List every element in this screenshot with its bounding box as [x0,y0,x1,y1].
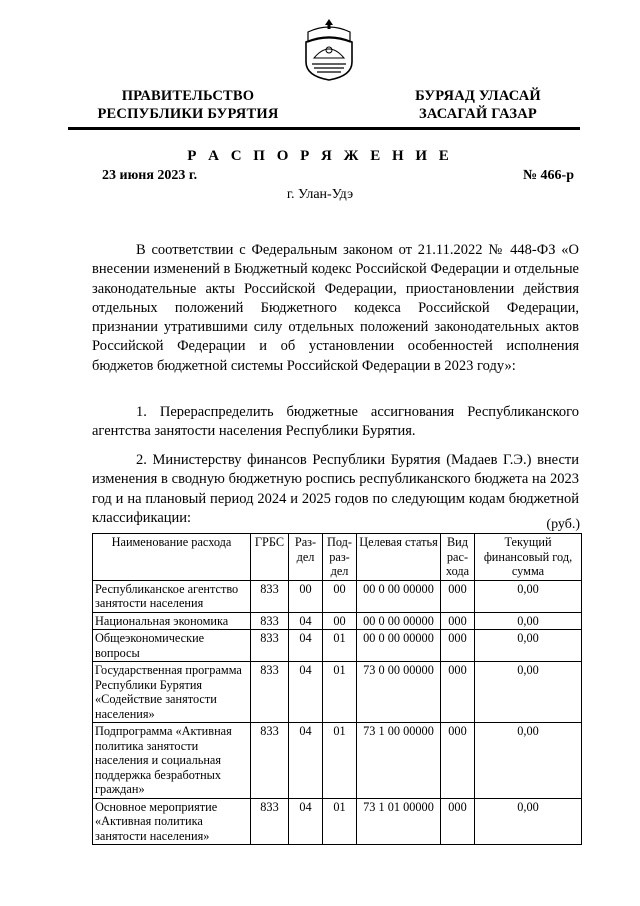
government-name-ru [78,88,298,123]
document-type: Р А С П О Р Я Ж Е Н И Е [187,148,453,164]
header-razdel: Раз-дел [289,534,323,581]
cell-grbs: 833 [251,612,289,630]
cell-podrazdel: 01 [323,798,357,845]
cell-vid: 000 [441,662,475,723]
cell-grbs: 833 [251,662,289,723]
cell-summa: 0,00 [475,662,582,723]
table-row [93,723,582,799]
cell-statya: 73 1 01 00000 [357,798,441,845]
table-row [93,662,582,723]
cell-name: Республиканское агентство занятости населения [93,580,251,612]
cell-name: Национальная экономика [93,612,251,630]
cell-statya: 73 0 00 00000 [357,662,441,723]
cell-podrazdel: 01 [323,723,357,799]
item-1-paragraph [92,403,579,442]
cell-razdel: 04 [289,723,323,799]
cell-podrazdel: 01 [323,630,357,662]
header-divider [68,127,580,130]
cell-podrazdel: 01 [323,662,357,723]
item-2-paragraph [92,451,579,528]
cell-grbs: 833 [251,798,289,845]
cell-razdel: 04 [289,798,323,845]
cell-summa: 0,00 [475,630,582,662]
document-city: г. Улан-Удэ [286,187,354,202]
cell-vid: 000 [441,723,475,799]
cell-name: Государственная программа Республики Бурятия «Содействие занятости населения» [93,662,251,723]
cell-statya: 00 0 00 00000 [357,580,441,612]
cell-name: Подпрограмма «Активная политика занятости населения и социальная поддержка безработных граждан» [93,723,251,799]
cell-statya: 00 0 00 00000 [357,612,441,630]
cell-statya: 73 1 00 00000 [357,723,441,799]
cell-grbs: 833 [251,580,289,612]
document-date: 23 июня 2023 г. [102,168,198,183]
cell-podrazdel: 00 [323,612,357,630]
cell-vid: 000 [441,612,475,630]
preamble-paragraph [92,241,579,376]
government-name-bua-line1: БУРЯАД УЛАСАЙ [415,88,541,104]
government-name-bua [398,88,558,123]
budget-table [92,533,582,845]
header-vid: Вид рас-хода [441,534,475,581]
cell-vid: 000 [441,798,475,845]
table-row [93,612,582,630]
table-row [93,630,582,662]
table-header-row [93,534,582,581]
cell-grbs: 833 [251,723,289,799]
table-row [93,798,582,845]
table-row [93,580,582,612]
cell-razdel: 00 [289,580,323,612]
cell-summa: 0,00 [475,723,582,799]
header-name: Наименование расхода [93,534,251,581]
government-name-ru-line1: ПРАВИТЕЛЬСТВО [121,88,255,104]
item-2-text: 2. Министерству финансов Республики Бурятия (Мадаев Г.Э.) внести изменения в сводную бюджетную роспись республиканского бюджета на 2023 год и на плановый период 2024 и 2025 годов по следующим кодам бюджетной классификации: [92,452,579,526]
item-1-text: 1. Перераспределить бюджетные ассигнования Республиканского агентства занятости населения Республики Бурятия. [92,404,579,440]
coat-of-arms-icon [300,18,358,82]
header-podrazdel: Под-раз-дел [323,534,357,581]
currency-unit: (руб.) [546,517,580,532]
cell-vid: 000 [441,580,475,612]
cell-name: Общеэкономические вопросы [93,630,251,662]
cell-vid: 000 [441,630,475,662]
cell-grbs: 833 [251,630,289,662]
cell-podrazdel: 00 [323,580,357,612]
cell-summa: 0,00 [475,612,582,630]
header-statya: Целевая статья [357,534,441,581]
cell-name: Основное мероприятие «Активная политика занятости населения» [93,798,251,845]
preamble-text: В соответствии с Федеральным законом от 21.11.2022 № 448-ФЗ «О внесении изменений в Бюджетный кодекс Российской Федерации и отдельные законодательные акты Российской Федерации, приостановлении действия отдельных положений Бюджетного кодекса Российской Федерации, признании утратившими силу отдельных положений законодательных актов Российской Федерации и об установлении особенностей исполнения бюджетов бюджетной системы Российской Федерации в 2023 году»: [92,242,579,374]
government-name-bua-line2: ЗАСАГАЙ ГАЗАР [419,105,537,122]
cell-razdel: 04 [289,612,323,630]
cell-statya: 00 0 00 00000 [357,630,441,662]
government-name-ru-line2: РЕСПУБЛИКИ БУРЯТИЯ [97,105,279,122]
header-grbs: ГРБС [251,534,289,581]
document-number: № 466-р [522,168,574,183]
cell-razdel: 04 [289,662,323,723]
cell-summa: 0,00 [475,580,582,612]
header-summa: Текущий финансовый год, сумма [475,534,582,581]
cell-razdel: 04 [289,630,323,662]
cell-summa: 0,00 [475,798,582,845]
